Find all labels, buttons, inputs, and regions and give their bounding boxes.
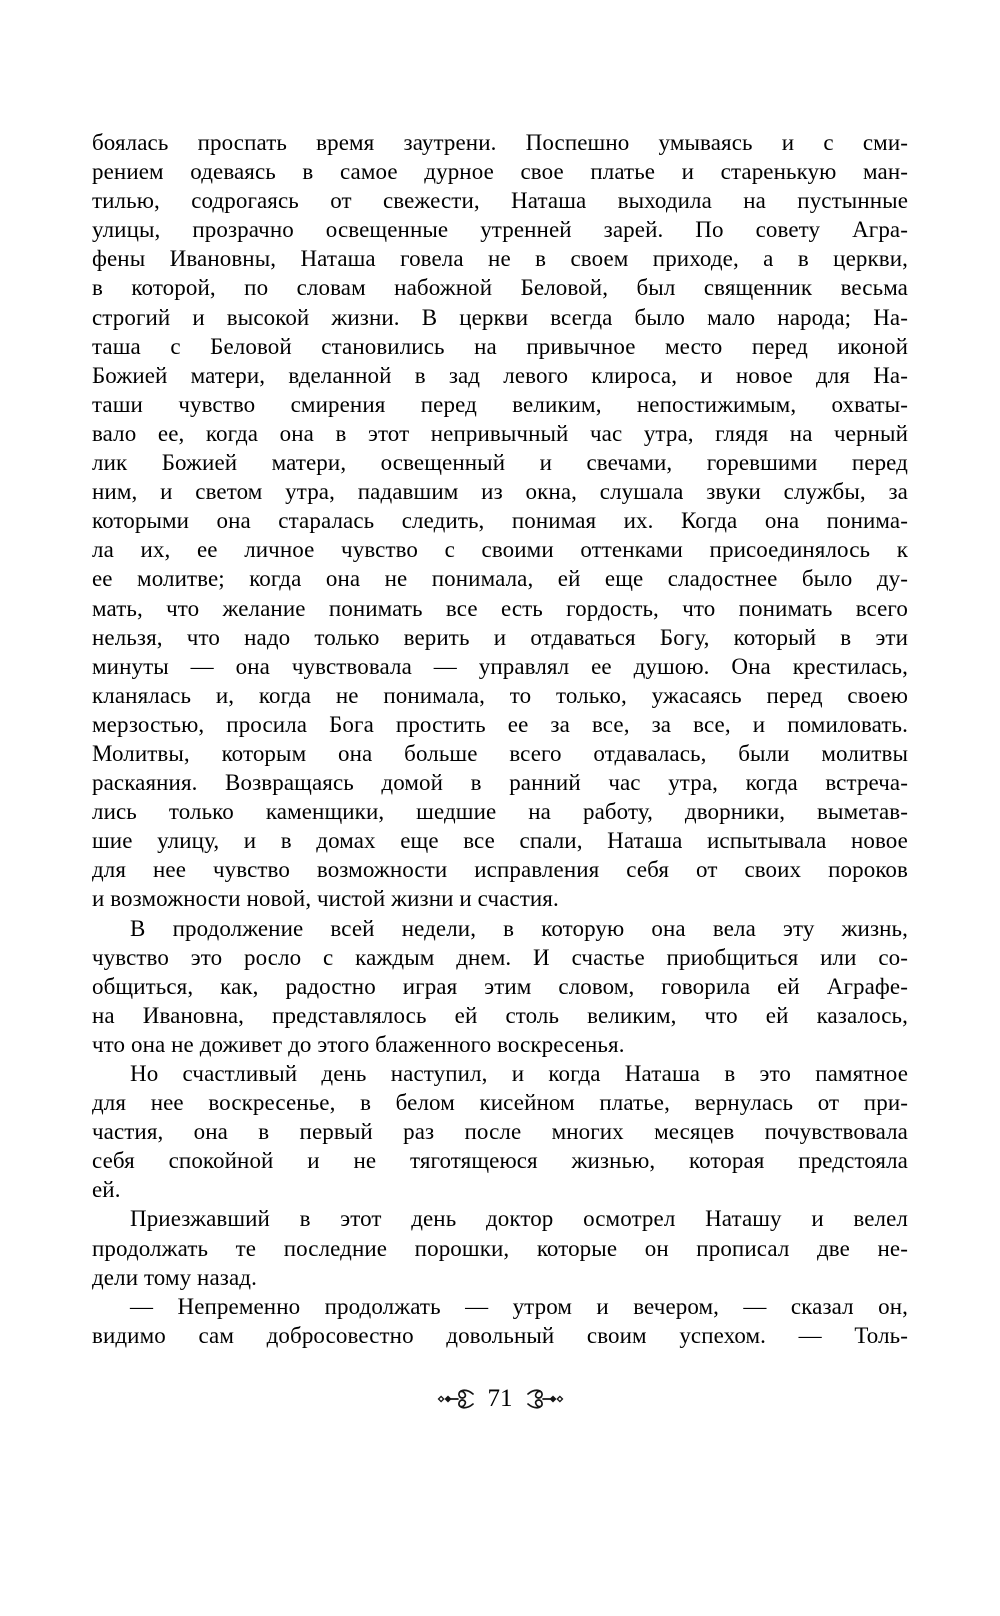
paragraph xyxy=(92,914,908,1059)
text-line: и возможности новой, чистой жизни и счастия. xyxy=(92,886,559,912)
text-line: что она не доживет до этого блаженного воскресенья. xyxy=(92,1031,625,1057)
text-line: лись только каменщики, шедшие на работу, дворники, выметав- xyxy=(92,799,908,825)
text-line: для нее чувство возможности исправления себя от своих пороков xyxy=(92,857,908,883)
text-line: боялась проспать время заутрени. Поспешно умываясь и с сми- xyxy=(92,130,908,155)
text-line: для нее воскресенье, в белом кисейном платье, вернулась от при- xyxy=(92,1090,908,1116)
text-line: раскаяния. Возвращаясь домой в ранний час утра, когда встреча- xyxy=(92,770,908,796)
text-line: частия, она в первый раз после многих месяцев почувствовала xyxy=(92,1119,908,1145)
text-line: себя спокойной и не тяготящеюся жизнью, которая предстояла xyxy=(92,1148,908,1174)
text-line: в которой, по словам набожной Беловой, был священник весьма xyxy=(92,275,908,301)
text-line: шие улицу, и в домах еще все спали, Наташа испытывала новое xyxy=(92,828,908,854)
text-line: мать, что желание понимать все есть гордость, что понимать всего xyxy=(92,595,908,621)
text-line: кланялась и, когда не понимала, то только, ужасаясь перед своею xyxy=(92,682,908,708)
floral-flourish-mirrored-icon xyxy=(525,1386,565,1412)
text-line: мерзостью, просила Бога простить ее за все, за все, и помиловать. xyxy=(92,711,908,737)
text-line: ла их, ее личное чувство с своими оттенками присоединялось к xyxy=(92,537,908,563)
text-line: ее молитве; когда она не понимала, ей еще сладостнее было ду- xyxy=(92,566,908,592)
text-line: лик Божией матери, освещенный и свечами, горевшими перед xyxy=(92,450,908,476)
text-line: ей. xyxy=(92,1177,121,1203)
page-footer xyxy=(0,1383,1000,1415)
text-line: на Ивановна, представлялось ей столь великим, что ей казалось, xyxy=(92,1002,908,1028)
text-line: минуты — она чувствовала — управлял ее душою. Она крестилась, xyxy=(92,653,908,679)
text-line: фены Ивановны, Наташа говела не в своем приходе, а в церкви, xyxy=(92,246,908,272)
text-line: Приезжавший в этот день доктор осмотрел Наташу и велел xyxy=(130,1206,908,1232)
text-line: Молитвы, которым она больше всего отдавалась, были молитвы xyxy=(92,740,908,766)
paragraph xyxy=(92,1292,908,1350)
floral-flourish-icon xyxy=(436,1386,476,1412)
text-line: вало ее, когда она в этот непривычный час утра, глядя на черный xyxy=(92,420,908,446)
page-text xyxy=(92,128,908,1350)
text-line: дели тому назад. xyxy=(92,1264,257,1290)
text-line: таши чувство смирения перед великим, непостижимым, охваты- xyxy=(92,391,908,417)
text-line: улицы, прозрачно освещенные утренней зарей. По совету Агра- xyxy=(92,217,908,243)
text-line: видимо сам добросовестно довольный своим успехом. — Толь- xyxy=(92,1322,908,1348)
text-line: В продолжение всей недели, в которую она вела эту жизнь, xyxy=(130,915,908,941)
text-line: — Непременно продолжать — утром и вечером, — сказал он, xyxy=(130,1293,908,1319)
text-line: чувство это росло с каждым днем. И счастье приобщиться или со- xyxy=(92,944,908,970)
text-line: которыми она старалась следить, понимая их. Когда она понима- xyxy=(92,508,908,534)
text-line: строгий и высокой жизни. В церкви всегда было мало народа; На- xyxy=(92,304,908,330)
text-line: ним, и светом утра, падавшим из окна, слушала звуки службы, за xyxy=(92,479,908,505)
text-line: общиться, как, радостно играя этим словом, говорила ей Аграфе- xyxy=(92,973,908,999)
text-line: продолжать те последние порошки, которые он прописал две не- xyxy=(92,1235,908,1261)
paragraph xyxy=(92,128,908,914)
text-line: тилью, содрогаясь от свежести, Наташа выходила на пустынные xyxy=(92,188,908,214)
paragraph xyxy=(92,1059,908,1204)
text-line: Божией матери, вделанной в зад левого клироса, и новое для На- xyxy=(92,362,908,388)
text-line: Но счастливый день наступил, и когда Наташа в это памятное xyxy=(130,1061,908,1086)
page-number: 71 xyxy=(487,1385,513,1412)
text-line: рением одеваясь в самое дурное свое платье и старенькую ман- xyxy=(92,159,908,185)
paragraph xyxy=(92,1204,908,1291)
text-line: нельзя, что надо только верить и отдаваться Богу, который в эти xyxy=(92,624,908,650)
text-line: таша с Беловой становились на привычное место перед иконой xyxy=(92,333,908,359)
